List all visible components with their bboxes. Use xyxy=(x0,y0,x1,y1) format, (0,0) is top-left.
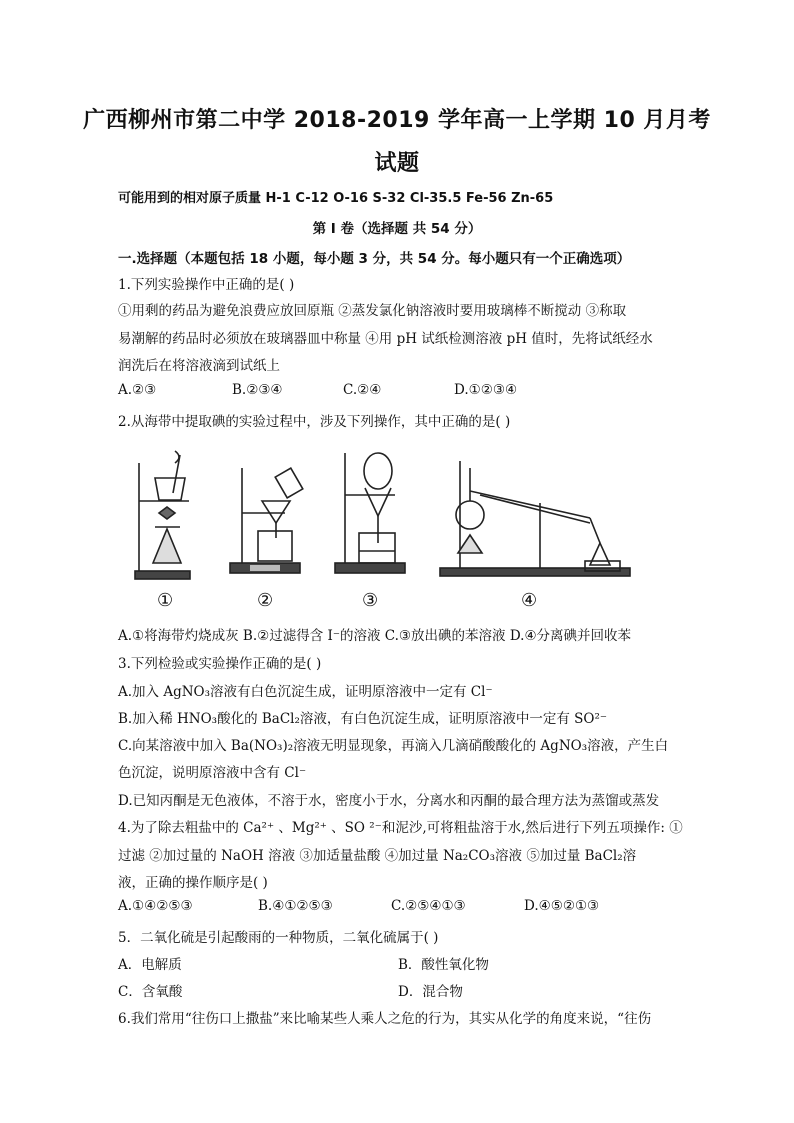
q3-option-c-2: 色沉淀，说明原溶液中含有 Cl⁻ xyxy=(118,765,307,781)
apparatus-1-crucible-icon xyxy=(135,451,190,579)
q1-body-1: ①用剩的药品为避免浪费应放回原瓶 ②蒸发氯化钠溶液时要用玻璃棒不断搅动 ③称取 xyxy=(118,303,627,319)
q1-body-2: 易潮解的药品时必须放在玻璃器皿中称量 ④用 pH 试纸检测溶液 pH 值时，先将试纸经水 xyxy=(118,331,653,347)
q5-option-d: D．混合物 xyxy=(398,984,463,1000)
exam-title: 广西柳州市第二中学 2018-2019 学年高一上学期 10 月月考 xyxy=(83,108,711,133)
q5-option-b: B．酸性氧化物 xyxy=(398,957,489,973)
exam-title-line2: 试题 xyxy=(374,151,420,176)
q3-option-d: D.已知丙酮是无色液体，不溶于水，密度小于水，分离水和丙酮的最合理方法为蒸馏或蒸发 xyxy=(118,793,660,809)
q3-option-a: A.加入 AgNO₃溶液有白色沉淀生成，证明原溶液中一定有 Cl⁻ xyxy=(118,684,493,700)
lab-apparatus-figure xyxy=(125,443,675,613)
q4-stem-1: 4.为了除去粗盐中的 Ca²⁺ 、Mg²⁺ 、SO ²⁻和泥沙,可将粗盐溶于水,然后进行下列五项操作: ① xyxy=(118,820,683,836)
apparatus-2-filtration-icon xyxy=(230,468,303,573)
q3-option-b: B.加入稀 HNO₃酸化的 BaCl₂溶液，有白色沉淀生成，证明原溶液中一定有 SO²⁻ xyxy=(118,711,608,727)
figure-label-2: ② xyxy=(257,590,274,611)
q4-option-d: D.④⑤②①③ xyxy=(524,898,600,914)
apparatus-4-distillation-icon xyxy=(440,461,630,576)
q4-stem-3: 液，正确的操作顺序是( ) xyxy=(118,875,268,891)
q1-option-b: B.②③④ xyxy=(232,382,283,398)
q3-option-c-1: C.向某溶液中加入 Ba(NO₃)₂溶液无明显现象，再滴入几滴硝酸酸化的 AgNO₃溶液，产生白 xyxy=(118,738,669,754)
section-header: 第 I 卷（选择题 共 54 分） xyxy=(312,221,482,237)
q4-option-c: C.②⑤④①③ xyxy=(391,898,466,914)
q5-stem: 5．二氧化硫是引起酸雨的一种物质，二氧化硫属于( ) xyxy=(118,930,439,946)
q2-options: A.①将海带灼烧成灰 B.②过滤得含 I⁻的溶液 C.③放出碘的苯溶液 D.④分离碘并回收苯 xyxy=(118,628,632,644)
apparatus-3-separatory-funnel-icon xyxy=(335,453,405,573)
q1-option-d: D.①②③④ xyxy=(454,382,518,398)
q1-stem: 1.下列实验操作中正确的是( ) xyxy=(118,277,295,293)
q5-option-c: C．含氧酸 xyxy=(118,984,183,1000)
q5-option-a: A．电解质 xyxy=(118,957,182,973)
q2-stem: 2.从海带中提取碘的实验过程中，涉及下列操作，其中正确的是( ) xyxy=(118,414,511,430)
figure-label-4: ④ xyxy=(521,590,538,611)
q1-option-c: C.②④ xyxy=(343,382,382,398)
q4-option-a: A.①④②⑤③ xyxy=(118,898,193,914)
q1-option-a: A.②③ xyxy=(118,382,157,398)
q1-body-3: 润洗后在将溶液滴到试纸上 xyxy=(118,358,280,374)
figure-label-3: ③ xyxy=(362,590,379,611)
q3-stem: 3.下列检验或实验操作正确的是( ) xyxy=(118,656,322,672)
figure-label-1: ① xyxy=(157,590,174,611)
q4-option-b: B.④①②⑤③ xyxy=(258,898,333,914)
part-header: 一.选择题（本题包括 18 小题，每小题 3 分，共 54 分。每小题只有一个正确选项） xyxy=(118,251,631,267)
q6-stem-1: 6.我们常用“往伤口上撒盐”来比喻某些人乘人之危的行为，其实从化学的角度来说，“往伤 xyxy=(118,1011,652,1027)
q4-stem-2: 过滤 ②加过量的 NaOH 溶液 ③加适量盐酸 ④加过量 Na₂CO₃溶液 ⑤加过量 BaCl₂溶 xyxy=(118,848,637,864)
atomic-masses: 可能用到的相对原子质量 H-1 C-12 O-16 S-32 Cl-35.5 Fe-56 Zn-65 xyxy=(118,191,554,206)
